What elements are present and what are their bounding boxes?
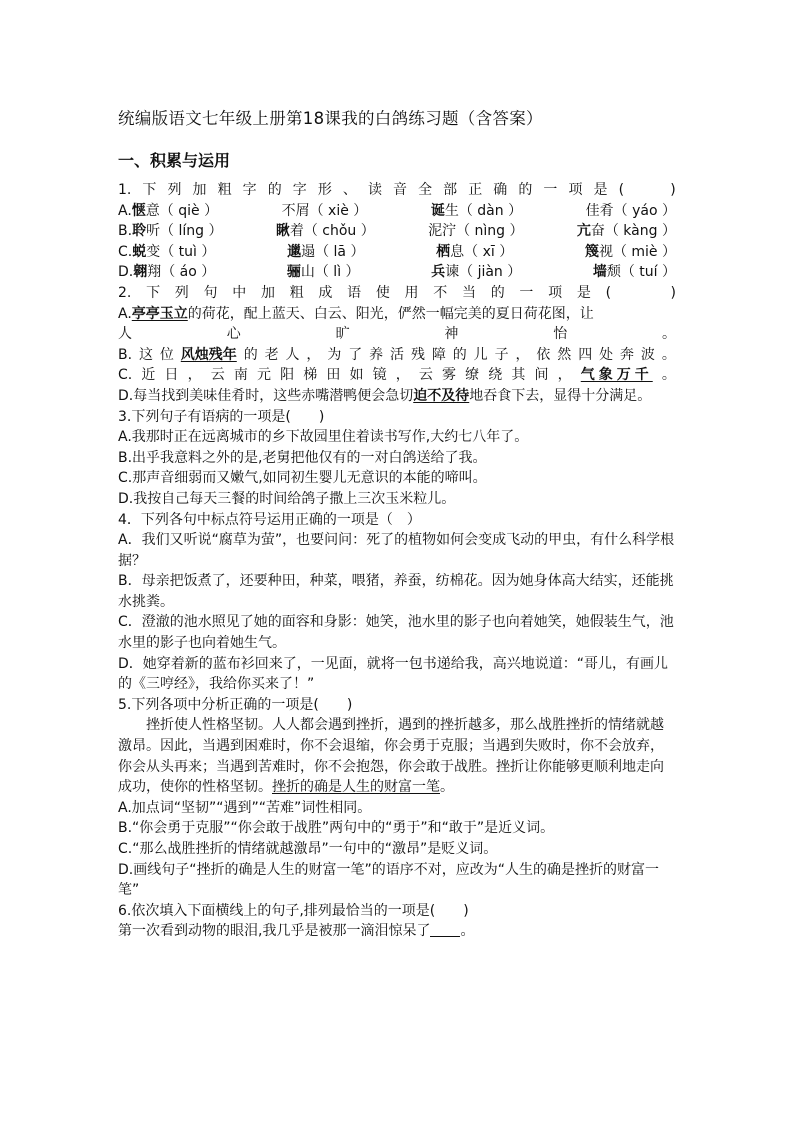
q5-option-a: A.加点词“坚韧”“遇到”“苦难”词性相同。	[118, 799, 372, 816]
q4-option-d: D．她穿着新的蓝布衫回来了，一见面，就将一包书递给我，高兴地说道：“哥儿，有画儿的《三哼经》，我给你买来了！”	[118, 655, 669, 693]
q1-option-d: D.翱翔（ áo ） 骊山（ lì ） 兵谏（ jiàn ） 墙颓（ tuí ）	[118, 264, 676, 281]
q1-option-a: A.惬意（ qiè ） 不屑（ xiè ） 诞生（ dàn ） 佳肴（ yáo ）	[118, 202, 676, 219]
q3-option-d: D.我按自己每天三餐的时间给鸽子撒上三次玉米粒儿。	[118, 490, 456, 507]
q4-stem: 4．下列各句中标点符号运用正确的一项是（ ）	[118, 511, 421, 528]
q3-stem: 3.下列句子有语病的一项是( )	[118, 408, 325, 425]
q5-stem: 5.下列各项中分析正确的一项是( )	[118, 696, 353, 713]
q3-option-a: A.我那时正在远离城市的乡下故园里住着读书写作,大约七八年了。	[118, 429, 529, 446]
q1-option-c: C.蜕变（ tuì ） 邋遢（ lā ） 栖息（ xī ） 篾视（ miè ）	[118, 243, 676, 260]
q2-d-idiom: 迫不及待	[413, 387, 470, 404]
q3-option-c: C.那声音细弱而又嫩气,如同初生婴儿无意识的本能的啼叫。	[118, 470, 487, 487]
q6-stem: 6.依次填入下面横线上的句子,排列最恰当的一项是( )	[118, 902, 469, 919]
q6-line: 第一次看到动物的眼泪,我几乎是被那一滴泪惊呆了 。	[118, 923, 475, 940]
q2-stem: 2. 下 列 句 中 加 粗 成 语 使 用 不 当 的 一 项 是 ( )	[118, 284, 676, 301]
q5-option-d: D.画线句子“挫折的确是人生的财富一笔”的语序不对，应改为“人生的确是挫折的财富一笔”	[118, 861, 659, 899]
q5-underlined-sentence: 挫折的确是人生的财富一笔	[272, 779, 440, 796]
q4-option-a: A．我们又听说“腐草为萤”，也要问问：死了的植物如何会变成飞动的甲虫，有什么科学根据？	[118, 532, 675, 569]
q4-option-b: B．母亲把饭煮了，还要种田，种菜，喂猪，养蚕，纺棉花。因为她身体高大结实，还能挑水挑粪。	[118, 573, 674, 610]
q2-b-idiom: 风烛残年	[180, 346, 237, 363]
q2-option-a: A.亭亭玉立的荷花，配上蓝天、白云、阳光，俨然一幅完美的夏日荷花图，让	[118, 305, 594, 322]
section-heading: 一、积累与运用	[118, 151, 231, 170]
q5-option-c: C.“那么战胜挫折的情绪就越激昂”一句中的“激昂”是贬义词。	[118, 841, 498, 857]
q2-option-d: D.每当找到美味佳肴时，这些赤嘴潜鸭便会急切迫不及待地吞食下去，显得十分满足。	[118, 387, 652, 404]
q2-c-idiom: 气象万千	[580, 367, 653, 384]
q1-stem: 1. 下 列 加 粗 字 的 字 形 、 读 音 全 部 正 确 的 一 项 是 ( )	[118, 182, 676, 198]
q5-passage: 挫折使人性格坚韧。人人都会遇到挫折，遇到的挫折越多，那么战胜挫折的情绪就越激昂。因此，当遇到困难时，你不会退缩，你会勇于克服；当遇到失败时，你不会放弃，你会从头再来；当遇到苦难时，你不会抱怨，你会敢于战胜。挫折让你能够更顺利地走向成功，使你的性格坚韧。挫折的确是人生的财富一笔。	[118, 717, 664, 796]
q3-option-b: B.出乎我意料之外的是,老舅把他仅有的一对白鸽送给了我。	[118, 449, 487, 466]
q2-option-b: B. 这 位 风烛残年 的 老 人 ， 为 了 养 活 残 障 的 儿 子 ， 依 然 四 处 奔 波 。	[118, 345, 676, 366]
q2-option-c: C. 近 日 ， 云 南 元 阳 梯 田 如 镜 ， 云 雾 缭 绕 其 间 ， 气象万千 。	[118, 365, 676, 386]
exercise-content	[118, 180, 676, 942]
q2-option-a-tail: 人 心 旷 神 怡 。	[118, 326, 676, 343]
document-title: 统编版语文七年级上册第18课我的白鸽练习题（含答案）	[118, 109, 543, 128]
q4-option-c: C．澄澈的池水照见了她的面容和身影：她笑，池水里的影子也向着她笑，她假装生气，池水里的影子也向着她生气。	[118, 614, 674, 652]
q2-a-idiom: 亭亭玉立	[131, 305, 188, 322]
fill-blank[interactable]	[430, 922, 460, 937]
q5-option-b: B.“你会勇于克服”“你会敢于战胜”两句中的“勇于”和“敢于”是近义词。	[118, 820, 555, 837]
q1-option-b: B.聆听（ líng ） 瞅着（ chǒu ） 泥泞（ nìng ） 亢奋（ kàng ）	[118, 223, 676, 240]
